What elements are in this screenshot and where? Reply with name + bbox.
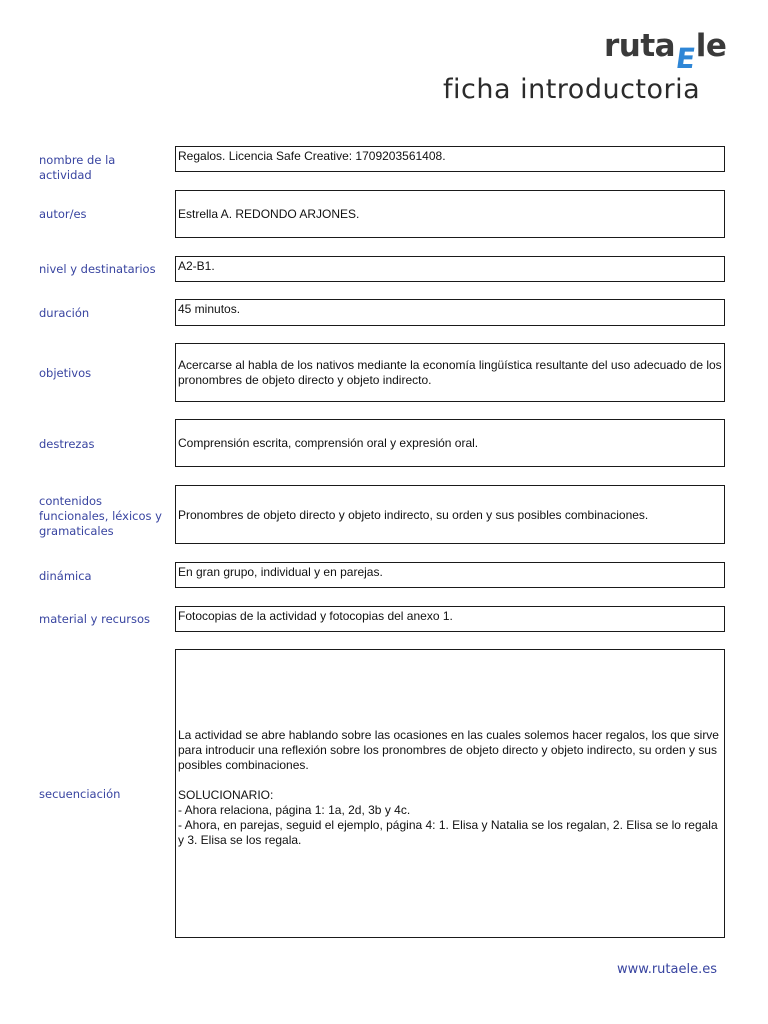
label-objetivos: objetivos [39, 366, 92, 380]
field-duracion: 45 minutos. [175, 299, 725, 326]
field-nivel-destinatarios: A2-B1. [175, 256, 725, 282]
logo-e-mark: E [673, 42, 698, 75]
field-autores: Estrella A. REDONDO ARJONES. [175, 190, 725, 238]
logo-text-le: le [695, 28, 727, 64]
label-material-recursos: material y recursos [39, 612, 151, 626]
field-contenidos: Pronombres de objeto directo y objeto indirecto, su orden y sus posibles combinaciones. [175, 485, 725, 544]
label-destrezas: destrezas [39, 437, 95, 451]
label-duracion: duración [39, 306, 90, 320]
page-title: ficha introductoria [443, 74, 701, 105]
field-material-recursos: Fotocopias de la actividad y fotocopias del anexo 1. [175, 606, 725, 632]
field-destrezas: Comprensión escrita, comprensión oral y expresión oral. [175, 419, 725, 467]
website-link[interactable]: www.rutaele.es [617, 962, 717, 977]
label-nivel-destinatarios: nivel y destinatarios [39, 262, 156, 276]
label-contenidos: contenidos funcionales, léxicos y gramaticales [39, 494, 162, 538]
label-dinamica: dinámica [39, 569, 92, 583]
field-objetivos: Acercarse al habla de los nativos mediante la economía lingüística resultante del uso adecuado de los pronombres de objeto directo y objeto indirecto. [175, 343, 725, 402]
field-secuenciacion: La actividad se abre hablando sobre las ocasiones en las cuales solemos hacer regalos, los que sirve para introducir una reflexión sobre los pronombres de objeto directo y objeto indirecto, su orden y sus posibles combinaciones. SOLUCIONARIO: - Ahora relaciona, página 1: 1a, 2d, 3b y 4c. - Ahora, en parejas, seguid el ejemplo, página 4: 1. Elisa y Natalia se los regalan, 2. Elisa se lo regala y 3. Elisa se los regala. [175, 649, 725, 938]
logo-text-ruta: ruta [604, 28, 676, 64]
rutaele-logo [604, 28, 727, 75]
field-nombre-actividad: Regalos. Licencia Safe Creative: 1709203561408. [175, 146, 725, 172]
field-dinamica: En gran grupo, individual y en parejas. [175, 562, 725, 588]
label-nombre-actividad: nombre de la actividad [39, 153, 116, 182]
label-secuenciacion: secuenciación [39, 787, 121, 801]
label-autores: autor/es [39, 207, 87, 221]
